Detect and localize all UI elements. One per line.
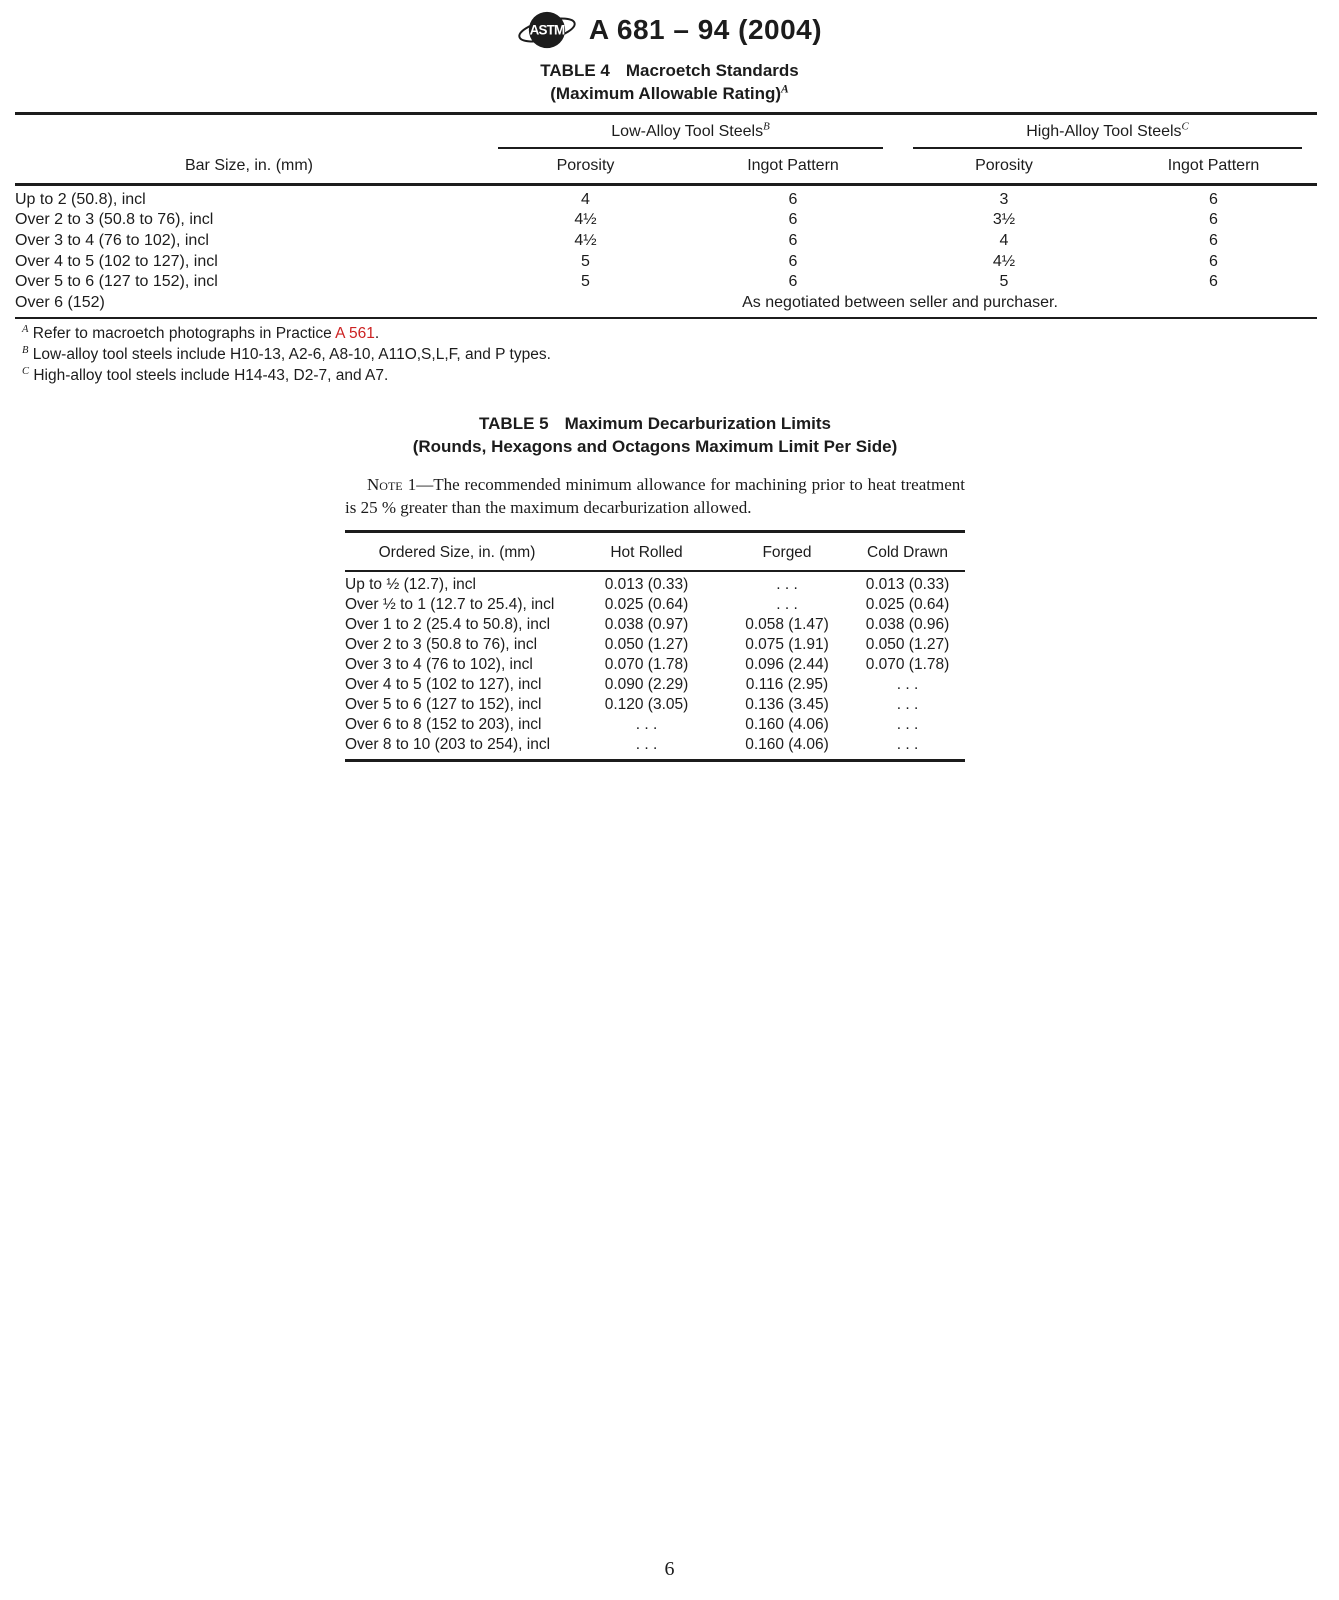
bar-size-cell: Over 2 to 3 (50.8 to 76), incl: [15, 211, 214, 229]
footnote-text: High-alloy tool steels include H14-43, D2-7, and A7.: [33, 366, 389, 384]
table-row: [15, 272, 1317, 293]
bar-size-cell: Over 5 to 6 (127 to 152), incl: [15, 273, 218, 291]
table5-caption-line1: [345, 413, 965, 436]
group-header-high-alloy-label: [913, 120, 1302, 149]
value-cell: 0.160 (4.06): [745, 715, 829, 733]
value-cell: 3½: [992, 211, 1016, 229]
value-cell: 4: [999, 231, 1009, 249]
footnote-text: Refer to macroetch photographs in Practice: [32, 325, 336, 343]
group-header-low-alloy-label: [498, 120, 883, 149]
table5-subtitle: (Rounds, Hexagons and Octagons Maximum Limit Per Side): [412, 437, 898, 457]
col-header-ordered-size: Ordered Size, in. (mm): [345, 532, 569, 572]
table5-caption: [345, 413, 965, 459]
table-row: [345, 655, 965, 675]
group-header-low-alloy: [483, 113, 898, 150]
value-cell: 0.050 (1.27): [604, 636, 689, 654]
table-row: [345, 675, 965, 695]
value-cell: 6: [788, 252, 798, 270]
value-cell: 4½: [574, 211, 597, 229]
bar-size-cell: Over 3 to 4 (76 to 102), incl: [15, 231, 209, 249]
table4-subtitle-footnote-marker: A: [781, 82, 789, 96]
table-row: [345, 595, 965, 615]
ordered-size-cell: Up to ½ (12.7), incl: [345, 576, 476, 594]
table5-label: TABLE 5: [479, 414, 549, 434]
note-label: Note: [367, 475, 403, 495]
value-cell: 6: [1209, 252, 1218, 270]
bar-size-cell: Over 6 (152): [15, 293, 483, 319]
table5-header-row: [345, 532, 965, 572]
table4-caption: [0, 60, 1339, 106]
table4-subtitle: (Maximum Allowable Rating): [550, 83, 782, 103]
standard-designation: A 681 – 94 (2004): [588, 14, 823, 45]
value-cell: 5: [999, 273, 1009, 291]
value-cell: . . .: [776, 576, 798, 594]
value-cell: . . .: [776, 596, 798, 614]
value-cell: 0.070 (1.78): [604, 656, 689, 674]
table-row: [345, 695, 965, 715]
group-header-high-alloy: [898, 113, 1317, 150]
value-cell: 4½: [574, 231, 597, 249]
value-cell: 0.025 (0.64): [604, 596, 689, 614]
table4-body: [15, 184, 1317, 318]
table4-group-header-row: [15, 113, 1317, 150]
value-cell: 5: [581, 273, 590, 291]
table-row: [345, 615, 965, 635]
footnote-text: Low-alloy tool steels include H10-13, A2-6, A8-10, A11O,S,L,F, and P types.: [32, 345, 551, 363]
value-cell: 3: [999, 190, 1009, 208]
table5-caption-line2: [345, 436, 965, 459]
value-cell: 0.050 (1.27): [865, 636, 950, 654]
value-cell: . . .: [896, 696, 919, 714]
value-cell: 0.075 (1.91): [745, 636, 829, 654]
value-cell: 4½: [992, 252, 1016, 270]
col-header-cold-drawn: Cold Drawn: [850, 532, 965, 572]
col-header-ingot-pattern-high: Ingot Pattern: [1110, 150, 1317, 185]
table4-title: Macroetch Standards: [625, 61, 799, 80]
table-row: [345, 635, 965, 655]
bar-size-cell: Over 4 to 5 (102 to 127), incl: [15, 252, 218, 270]
value-cell: 0.070 (1.78): [865, 656, 950, 674]
ordered-size-cell: Over 2 to 3 (50.8 to 76), incl: [345, 636, 538, 654]
table4-label: TABLE 4: [540, 61, 610, 80]
value-cell: 6: [1209, 231, 1218, 249]
astm-logo-icon: [517, 8, 577, 52]
footnote-marker: A: [22, 324, 29, 335]
table5-body: [345, 571, 965, 760]
table4-footnotes: [22, 324, 1324, 386]
footnote: [22, 366, 1324, 387]
value-cell: 0.160 (4.06): [724, 735, 850, 760]
table5-title: Maximum Decarburization Limits: [564, 414, 831, 434]
value-cell: . . .: [635, 715, 658, 733]
table-row: [15, 184, 1317, 210]
value-cell: 6: [1209, 211, 1218, 229]
footnote: [22, 324, 1324, 345]
page-number: 6: [664, 1558, 675, 1580]
value-cell: 0.013 (0.33): [865, 576, 950, 594]
decarburization-limits-table: [345, 530, 965, 762]
value-cell: 0.096 (2.44): [745, 656, 829, 674]
practice-link[interactable]: A 561: [335, 325, 375, 343]
value-cell: 6: [1209, 273, 1218, 291]
table-row: [15, 252, 1317, 273]
astm-logo-text: ASTM: [529, 22, 565, 38]
negotiated-cell: As negotiated between seller and purchaser.: [483, 293, 1317, 319]
note-1: [345, 474, 965, 519]
ordered-size-cell: Over 3 to 4 (76 to 102), incl: [345, 656, 533, 674]
col-header-ingot-pattern-low: Ingot Pattern: [688, 150, 898, 185]
value-cell: 0.090 (2.29): [604, 676, 689, 694]
table-row: [15, 210, 1317, 231]
value-cell: 5: [581, 252, 590, 270]
col-header-forged: Forged: [724, 532, 850, 572]
value-cell: 0.120 (3.05): [604, 696, 689, 714]
col-header-porosity-low: Porosity: [483, 150, 688, 185]
value-cell: 0.038 (0.96): [865, 616, 950, 634]
col-header-bar-size: Bar Size, in. (mm): [15, 113, 483, 184]
note-number: 1: [407, 475, 417, 495]
value-cell: 0.058 (1.47): [745, 616, 829, 634]
value-cell: 4: [581, 190, 590, 208]
footnote: [22, 345, 1324, 366]
ordered-size-cell: Over 8 to 10 (203 to 254), incl: [345, 735, 569, 760]
table-row: [345, 715, 965, 735]
ordered-size-cell: Over ½ to 1 (12.7 to 25.4), incl: [345, 596, 555, 614]
value-cell: . . .: [896, 715, 919, 733]
table-row: [345, 735, 965, 760]
footnote-marker: B: [22, 344, 29, 356]
value-cell: 0.025 (0.64): [865, 596, 950, 614]
footnote-marker: C: [22, 365, 30, 377]
high-alloy-text: High-Alloy Tool Steels: [1026, 122, 1182, 140]
ordered-size-cell: Over 6 to 8 (152 to 203), incl: [345, 715, 542, 733]
high-alloy-footnote-marker: C: [1181, 120, 1189, 133]
table-row: [15, 231, 1317, 252]
value-cell: 6: [788, 231, 798, 249]
value-cell: 6: [788, 273, 798, 291]
macroetch-standards-table: [15, 112, 1317, 319]
value-cell: 0.013 (0.33): [604, 576, 689, 594]
footnote-text: .: [374, 325, 380, 343]
ordered-size-cell: Over 4 to 5 (102 to 127), incl: [345, 676, 542, 694]
value-cell: 0.038 (0.97): [604, 616, 689, 634]
low-alloy-text: Low-Alloy Tool Steels: [611, 122, 764, 140]
table4-caption-line2: [0, 83, 1339, 106]
low-alloy-footnote-marker: B: [763, 120, 770, 133]
value-cell: 6: [788, 190, 798, 208]
ordered-size-cell: Over 1 to 2 (25.4 to 50.8), incl: [345, 616, 551, 634]
note-body: —The recommended minimum allowance for machining prior to heat treatment is 25 % greater than the maximum decarburization allowed.: [345, 475, 965, 517]
doc-header: [0, 0, 1339, 52]
value-cell: . . .: [569, 735, 724, 760]
bar-size-cell: Up to 2 (50.8), incl: [15, 190, 146, 208]
value-cell: 0.116 (2.95): [745, 676, 829, 694]
value-cell: 6: [1209, 190, 1218, 208]
table-row: [345, 571, 965, 595]
value-cell: 6: [788, 211, 798, 229]
ordered-size-cell: Over 5 to 6 (127 to 152), incl: [345, 696, 542, 714]
table-row: [15, 293, 1317, 319]
value-cell: . . .: [896, 676, 919, 694]
table5-section: [345, 413, 965, 761]
table4-caption-line1: [0, 60, 1339, 83]
value-cell: 0.136 (3.45): [745, 696, 829, 714]
value-cell: . . .: [850, 735, 965, 760]
col-header-hot-rolled: Hot Rolled: [569, 532, 724, 572]
col-header-porosity-high: Porosity: [898, 150, 1110, 185]
